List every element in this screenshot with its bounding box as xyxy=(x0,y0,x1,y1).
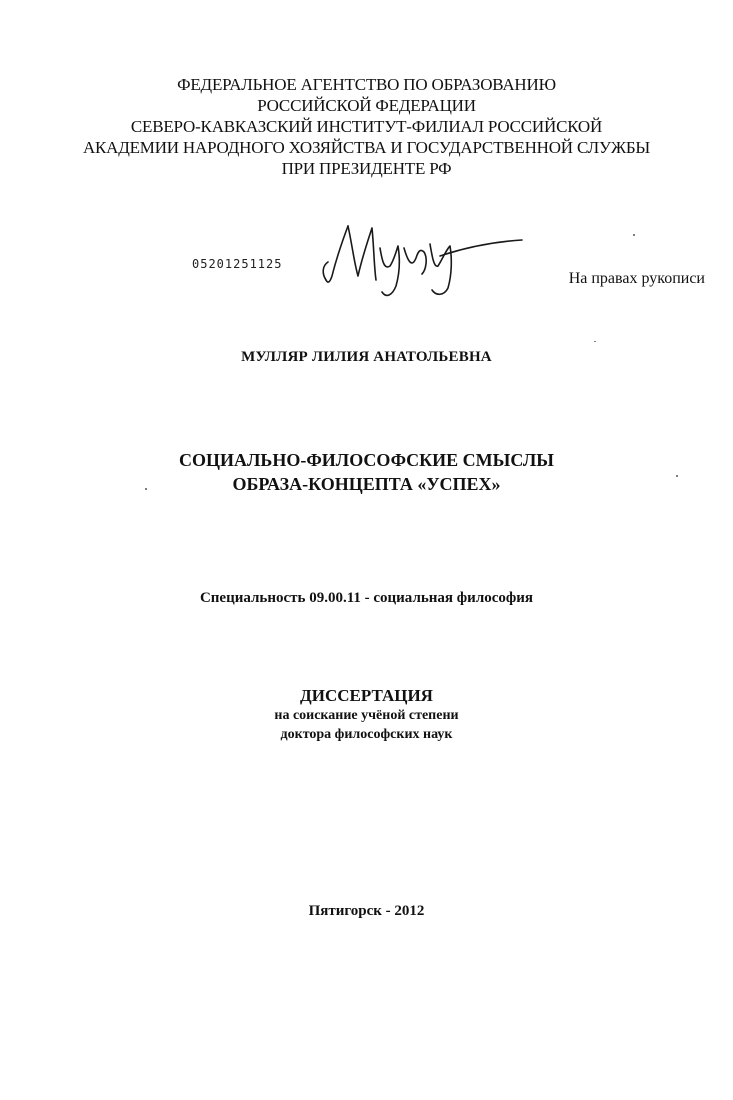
scan-speck xyxy=(145,488,147,490)
dissertation-title xyxy=(0,448,733,496)
title-line: СОЦИАЛЬНО-ФИЛОСОФСКИЕ СМЫСЛЫ xyxy=(179,450,554,470)
header-line: АКАДЕМИИ НАРОДНОГО ХОЗЯЙСТВА И ГОСУДАРСТВЕННОЙ СЛУЖБЫ xyxy=(82,138,651,157)
header-line: ФЕДЕРАЛЬНОЕ АГЕНТСТВО ПО ОБРАЗОВАНИЮ xyxy=(177,75,556,94)
manuscript-note: На правах рукописи xyxy=(568,270,705,287)
header-line: РОССИЙСКОЙ ФЕДЕРАЦИИ xyxy=(257,96,476,115)
degree-line: на соискание учёной степени xyxy=(274,708,459,723)
title-line: ОБРАЗА-КОНЦЕПТА «УСПЕХ» xyxy=(232,474,501,494)
scan-speck xyxy=(594,341,596,342)
place-year: Пятигорск - 2012 xyxy=(308,903,425,919)
scan-speck xyxy=(633,234,635,236)
dissertation-block xyxy=(0,685,733,744)
degree-line: доктора философских наук xyxy=(280,727,453,742)
scan-speck xyxy=(676,475,678,477)
author-name: МУЛЛЯР ЛИЛИЯ АНАТОЛЬЕВНА xyxy=(241,349,492,365)
dissertation-heading: ДИССЕРТАЦИЯ xyxy=(300,686,433,705)
header-line: ПРИ ПРЕЗИДЕНТЕ РФ xyxy=(281,159,452,178)
handwritten-signature xyxy=(318,218,528,300)
document-number: 05201251125 xyxy=(192,257,283,271)
specialty: Специальность 09.00.11 - социальная философия xyxy=(199,590,534,606)
institution-header xyxy=(0,74,733,179)
header-line: СЕВЕРО-КАВКАЗСКИЙ ИНСТИТУТ-ФИЛИАЛ РОССИЙСКОЙ xyxy=(130,117,603,136)
